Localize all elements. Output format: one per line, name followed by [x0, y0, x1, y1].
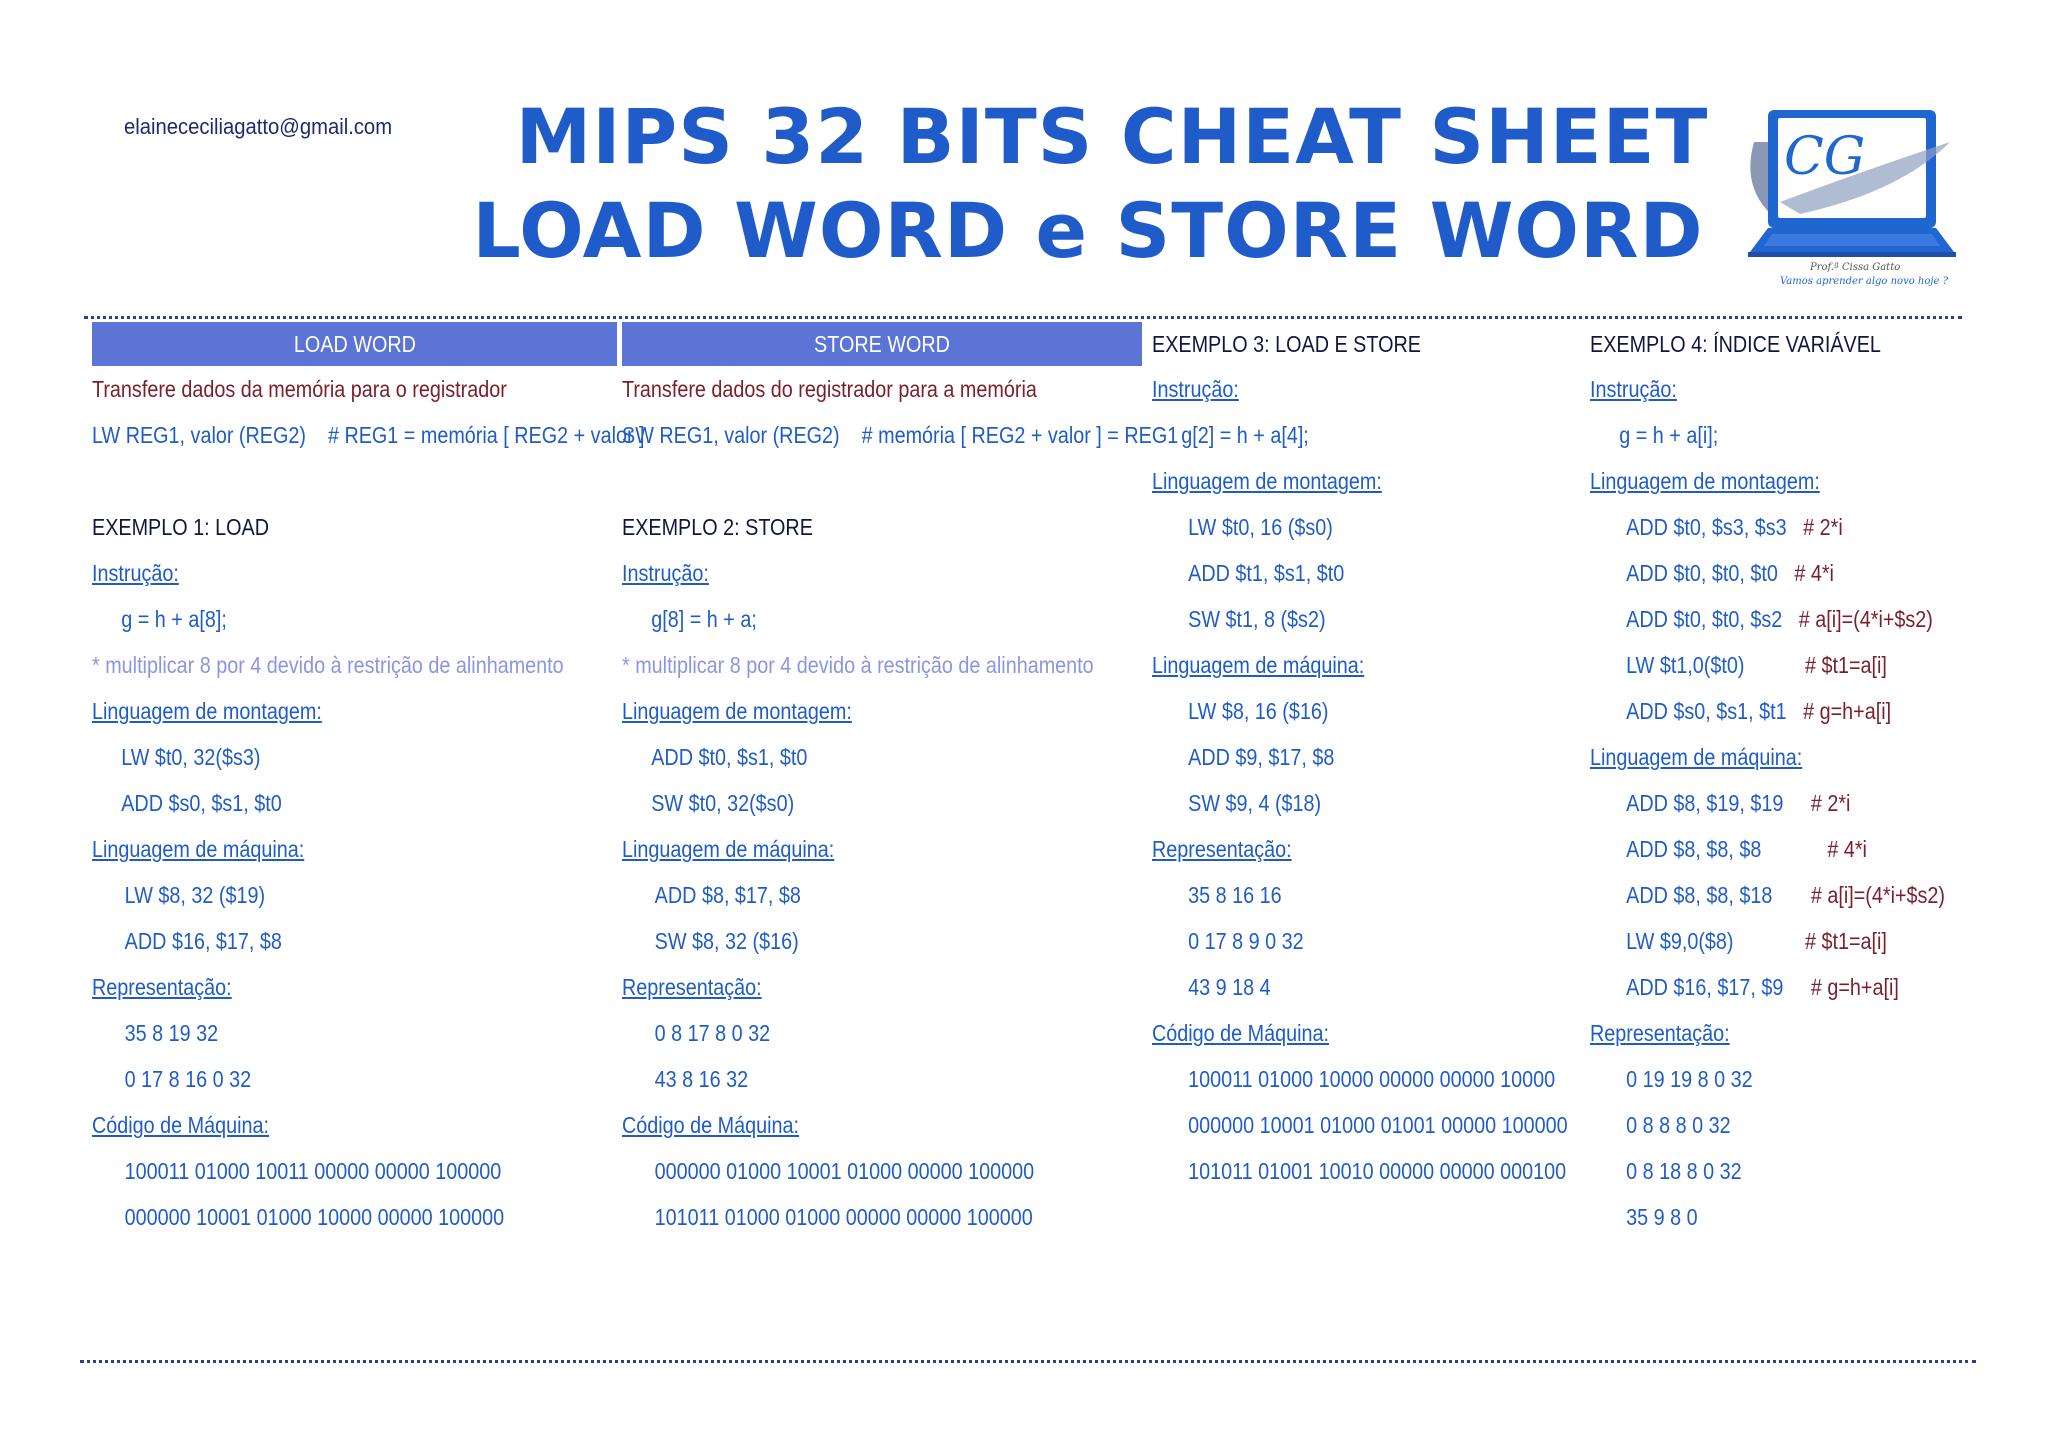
mach-label: Linguagem de máquina: [1152, 652, 1365, 678]
asm-line: ADD $t0, $s3, $s3 # 2*i [1626, 514, 1843, 540]
load-word-header: LOAD WORD [92, 322, 617, 366]
repr-line: 0 17 8 16 0 32 [124, 1066, 252, 1092]
asm-label: Linguagem de montagem: [622, 698, 852, 724]
code-line: 100011 01000 10011 00000 00000 100000 [124, 1158, 502, 1184]
asm-line: ADD $t0, $t0, $t0 # 4*i [1626, 560, 1834, 586]
code-line: 000000 10001 01000 01001 00000 100000 [1188, 1112, 1568, 1138]
logo-monogram: CG [1784, 127, 1866, 187]
mach-line: SW $9, 4 ($18) [1188, 790, 1322, 816]
author-email: elainececiliagatto@gmail.com [124, 114, 393, 139]
instr-text: g = h + a[i]; [1619, 422, 1719, 448]
repr-line: 0 8 17 8 0 32 [654, 1020, 771, 1046]
load-word-column [92, 322, 645, 1240]
instr-text: g = h + a[8]; [121, 606, 227, 632]
repr-line: 43 9 18 4 [1188, 974, 1271, 1000]
code-line: 000000 10001 01000 10000 00000 100000 [124, 1204, 505, 1230]
asm-label: Linguagem de montagem: [1590, 468, 1820, 494]
asm-line: ADD $t0, $s1, $t0 [651, 744, 808, 770]
repr-line: 0 8 8 8 0 32 [1626, 1112, 1731, 1138]
example2-title: EXEMPLO 2: STORE [622, 514, 813, 540]
mach-label: Linguagem de máquina: [622, 836, 835, 862]
divider-bottom [80, 1360, 1976, 1363]
load-syntax: LW REG1, valor (REG2) # REG1 = memória [ REG2 + valor ] [92, 422, 645, 448]
mach-label: Linguagem de máquina: [92, 836, 305, 862]
example1-title: EXEMPLO 1: LOAD [92, 514, 269, 540]
mach-label: Linguagem de máquina: [1590, 744, 1803, 770]
instr-text: g[2] = h + a[4]; [1181, 422, 1309, 448]
repr-line: 0 8 18 8 0 32 [1626, 1158, 1742, 1184]
logo-caption-2: Vamos aprender algo novo hoje ? [1780, 276, 1948, 287]
instr-text: g[8] = h + a; [651, 606, 757, 632]
asm-line: SW $t0, 32($s0) [651, 790, 795, 816]
mach-line: ADD $8, $8, $18 # a[i]=(4*i+$s2) [1626, 882, 1945, 908]
repr-label: Representação: [92, 974, 232, 1000]
mach-line: ADD $16, $17, $9 # g=h+a[i] [1626, 974, 1899, 1000]
code-line: 101011 01000 01000 00000 00000 100000 [654, 1204, 1033, 1230]
repr-line: 35 8 16 16 [1188, 882, 1282, 908]
code-line: 101011 01001 10010 00000 00000 000100 [1188, 1158, 1567, 1184]
asm-line: ADD $t0, $t0, $s2 # a[i]=(4*i+$s2) [1626, 606, 1933, 632]
example3-header: EXEMPLO 3: LOAD E STORE [1152, 331, 1421, 357]
mach-line: ADD $9, $17, $8 [1188, 744, 1335, 770]
repr-line: 0 19 19 8 0 32 [1626, 1066, 1753, 1092]
logo-caption-1: Prof.ª Cissa Gatto [1810, 262, 1901, 273]
load-desc: Transfere dados da memória para o registrador [92, 376, 507, 402]
asm-line: ADD $s0, $s1, $t0 [121, 790, 282, 816]
mach-line: ADD $16, $17, $8 [124, 928, 282, 954]
code-label: Código de Máquina: [92, 1112, 270, 1138]
repr-label: Representação: [1590, 1020, 1730, 1046]
store-syntax: SW REG1, valor (REG2) # memória [ REG2 + valor ] = REG1 [622, 422, 1179, 448]
example4-header: EXEMPLO 4: ÍNDICE VARIÁVEL [1590, 331, 1881, 357]
example3-column [1152, 322, 1582, 1194]
instr-label: Instrução: [1152, 376, 1239, 402]
code-label: Código de Máquina: [622, 1112, 800, 1138]
repr-line: 0 17 8 9 0 32 [1188, 928, 1304, 954]
asm-line: LW $t0, 32($s3) [121, 744, 261, 770]
repr-line: 35 8 19 32 [124, 1020, 219, 1046]
instr-label: Instrução: [1590, 376, 1677, 402]
alignment-note: * multiplicar 8 por 4 devido à restrição de alinhamento [622, 652, 1094, 678]
repr-line: 43 8 16 32 [654, 1066, 749, 1092]
mach-line: LW $8, 32 ($19) [124, 882, 266, 908]
instr-label: Instrução: [92, 560, 179, 586]
asm-line: LW $t1,0($t0) # $t1=a[i] [1626, 652, 1887, 678]
alignment-note: * multiplicar 8 por 4 devido à restrição de alinhamento [92, 652, 564, 678]
repr-label: Representação: [622, 974, 762, 1000]
repr-line: 35 9 8 0 [1626, 1204, 1698, 1230]
code-line: 000000 01000 10001 01000 00000 100000 [654, 1158, 1035, 1184]
instr-label: Instrução: [622, 560, 709, 586]
asm-line: LW $t0, 16 ($s0) [1188, 514, 1333, 540]
mach-line: LW $9,0($8) # $t1=a[i] [1626, 928, 1887, 954]
divider-top [84, 316, 1962, 319]
mach-line: LW $8, 16 ($16) [1188, 698, 1329, 724]
example4-column [1590, 322, 2020, 1240]
page-subtitle: LOAD WORD e STORE WORD [472, 186, 1704, 275]
store-desc: Transfere dados do registrador para a memória [622, 376, 1037, 402]
asm-label: Linguagem de montagem: [92, 698, 322, 724]
mach-line: ADD $8, $17, $8 [654, 882, 801, 908]
laptop-logo [1740, 102, 1960, 292]
asm-label: Linguagem de montagem: [1152, 468, 1382, 494]
mach-line: ADD $8, $8, $8 # 4*i [1626, 836, 1867, 862]
asm-line: ADD $t1, $s1, $t0 [1188, 560, 1345, 586]
page-title: MIPS 32 BITS CHEAT SHEET [515, 92, 1709, 181]
mach-line: SW $8, 32 ($16) [654, 928, 799, 954]
store-word-column [622, 322, 1179, 1240]
code-line: 100011 01000 10000 00000 00000 10000 [1188, 1066, 1556, 1092]
repr-label: Representação: [1152, 836, 1292, 862]
code-label: Código de Máquina: [1152, 1020, 1330, 1046]
store-word-header: STORE WORD [622, 322, 1142, 366]
asm-line: SW $t1, 8 ($s2) [1188, 606, 1326, 632]
mach-line: ADD $8, $19, $19 # 2*i [1626, 790, 1851, 816]
asm-line: ADD $s0, $s1, $t1 # g=h+a[i] [1626, 698, 1892, 724]
